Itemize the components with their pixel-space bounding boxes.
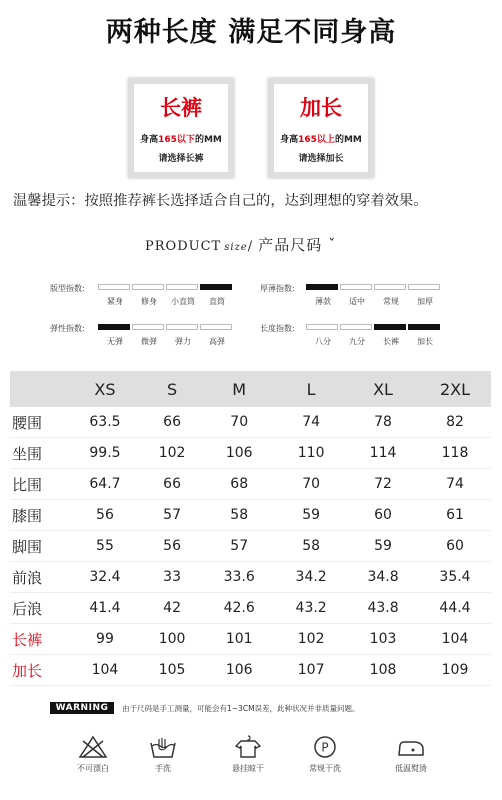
table-row: [10, 500, 491, 531]
table-row: [10, 531, 491, 562]
thickness-segment: [340, 284, 372, 290]
table-cell: 72: [347, 469, 419, 500]
table-cell: 44.4: [419, 593, 491, 624]
size-header-cell: S: [141, 371, 203, 407]
table-cell: 34.8: [347, 562, 419, 593]
size-header-cell: [10, 371, 69, 407]
elasticity-segment: [132, 324, 164, 330]
fit-option-label: 直筒: [209, 297, 225, 306]
thickness-segment: [374, 284, 406, 290]
table-cell: 59: [275, 500, 347, 531]
table-row: [10, 469, 491, 500]
size-header-cell: XS: [69, 371, 141, 407]
length-option-label: 加长: [417, 337, 433, 346]
size-table-header: [10, 371, 491, 407]
card-height-line: 身高165以上的MM: [280, 135, 362, 145]
thickness-option-label: 适中: [349, 297, 365, 306]
table-cell: 57: [141, 500, 203, 531]
card-extra-length: [268, 78, 374, 178]
no-bleach-icon: [78, 735, 108, 759]
fit-segment: [200, 284, 232, 290]
table-cell: 114: [347, 438, 419, 469]
length-segment: [408, 324, 440, 330]
size-header-cell: L: [275, 371, 347, 407]
table-cell: 74: [419, 469, 491, 500]
card-advice: 请选择长裤: [158, 154, 204, 164]
table-row: [10, 407, 491, 438]
fit-option-label: 小直筒: [171, 297, 195, 306]
care-label: 悬挂晾干: [232, 764, 264, 773]
table-cell: 100: [141, 624, 203, 655]
length-option-label: 八分: [315, 337, 331, 346]
elasticity-option-label: 微弹: [141, 337, 157, 346]
warning-text: 由于尺码是手工测量，可能会有1~3CM误差，此种状况并非质量问题。: [122, 704, 360, 713]
care-hang-dry: [218, 735, 278, 774]
length-option-label: 长裤: [383, 337, 399, 346]
hand-wash-icon: [148, 735, 178, 759]
length-index-label: 长度指数:: [260, 324, 295, 333]
elasticity-option-label: 无弹: [107, 337, 123, 346]
table-cell: 82: [419, 407, 491, 438]
table-cell: 74: [275, 407, 347, 438]
table-row: [10, 438, 491, 469]
length-segment: [306, 324, 338, 330]
table-row: [10, 624, 491, 655]
table-cell: 107: [275, 655, 347, 686]
table-cell: 35.4: [419, 562, 491, 593]
table-cell: 78: [347, 407, 419, 438]
elasticity-index: [98, 324, 234, 347]
table-cell: 70: [203, 407, 275, 438]
table-cell: 42.6: [203, 593, 275, 624]
table-cell: 102: [141, 438, 203, 469]
table-cell: 99.5: [69, 438, 141, 469]
length-segment: [340, 324, 372, 330]
row-label: 加长: [10, 655, 69, 686]
thickness-segment: [408, 284, 440, 290]
thickness-index: [306, 284, 442, 307]
table-cell: 104: [69, 655, 141, 686]
row-label: 长裤: [10, 624, 69, 655]
table-cell: 99: [69, 624, 141, 655]
table-cell: 42: [141, 593, 203, 624]
fit-index-label: 版型指数:: [50, 284, 85, 293]
page-title: 两种长度 满足不同身高: [105, 17, 397, 48]
elasticity-option-label: 弹力: [175, 337, 191, 346]
table-cell: 66: [141, 407, 203, 438]
table-cell: 110: [275, 438, 347, 469]
elasticity-segment: [166, 324, 198, 330]
row-label: 后浪: [10, 593, 69, 624]
warning-badge: WARNING: [50, 702, 114, 714]
thickness-option-label: 加厚: [417, 297, 433, 306]
fit-index: [98, 284, 234, 307]
fit-option-label: 修身: [141, 297, 157, 306]
table-cell: 56: [141, 531, 203, 562]
thickness-option-label: 常规: [383, 297, 399, 306]
elasticity-segment: [98, 324, 130, 330]
hang-dry-icon: [233, 735, 263, 759]
table-cell: 57: [203, 531, 275, 562]
length-option-label: 九分: [349, 337, 365, 346]
table-cell: 61: [419, 500, 491, 531]
elasticity-index-label: 弹性指数:: [50, 324, 85, 333]
row-label: 腰围: [10, 407, 69, 438]
row-label: 脚围: [10, 531, 69, 562]
size-header-cell: 2XL: [419, 371, 491, 407]
length-index: [306, 324, 442, 347]
size-header-cell: XL: [347, 371, 419, 407]
care-hand-wash: [133, 735, 193, 774]
table-cell: 60: [419, 531, 491, 562]
card-title: 加长: [300, 96, 342, 120]
row-label: 比围: [10, 469, 69, 500]
table-cell: 70: [275, 469, 347, 500]
tip-text: 温馨提示：按照推荐裤长选择适合自己的，达到理想的穿着效果。: [13, 193, 428, 209]
care-no-bleach: [63, 735, 123, 774]
fit-segment: [166, 284, 198, 290]
size-table: [10, 371, 491, 686]
table-cell: 105: [141, 655, 203, 686]
elasticity-option-label: 高弹: [209, 337, 225, 346]
table-cell: 101: [203, 624, 275, 655]
care-label: 低温熨烫: [395, 764, 427, 773]
fit-segment: [98, 284, 130, 290]
table-cell: 33: [141, 562, 203, 593]
card-advice: 请选择加长: [298, 154, 344, 164]
table-cell: 55: [69, 531, 141, 562]
care-label: 手洗: [155, 764, 171, 773]
low-iron-icon: [396, 735, 426, 759]
table-cell: 43.8: [347, 593, 419, 624]
card-regular-length: [128, 78, 234, 178]
table-row: [10, 655, 491, 686]
table-cell: 108: [347, 655, 419, 686]
svg-text:P: P: [321, 740, 329, 755]
table-cell: 58: [203, 500, 275, 531]
table-cell: 64.7: [69, 469, 141, 500]
table-cell: 109: [419, 655, 491, 686]
care-label: 常规干洗: [309, 764, 341, 773]
size-header-cell: M: [203, 371, 275, 407]
length-segment: [374, 324, 406, 330]
table-cell: 59: [347, 531, 419, 562]
thickness-segment: [306, 284, 338, 290]
care-dry-clean: [295, 735, 355, 774]
table-cell: 43.2: [275, 593, 347, 624]
table-cell: 104: [419, 624, 491, 655]
table-cell: 33.6: [203, 562, 275, 593]
table-cell: 41.4: [69, 593, 141, 624]
table-cell: 56: [69, 500, 141, 531]
product-size-heading: PRODUCT size/ 产品尺码 ˇ: [145, 236, 337, 254]
elasticity-segment: [200, 324, 232, 330]
fit-option-label: 紧身: [107, 297, 123, 306]
row-label: 坐围: [10, 438, 69, 469]
row-label: 膝围: [10, 500, 69, 531]
table-cell: 60: [347, 500, 419, 531]
thickness-index-label: 厚薄指数:: [260, 284, 295, 293]
table-row: [10, 593, 491, 624]
table-cell: 66: [141, 469, 203, 500]
table-cell: 103: [347, 624, 419, 655]
table-cell: 102: [275, 624, 347, 655]
care-low-iron: [381, 735, 441, 774]
table-cell: 118: [419, 438, 491, 469]
thickness-option-label: 薄款: [315, 297, 331, 306]
fit-segment: [132, 284, 164, 290]
row-label: 前浪: [10, 562, 69, 593]
table-cell: 34.2: [275, 562, 347, 593]
card-height-line: 身高165以下的MM: [140, 135, 222, 145]
card-title: 长裤: [160, 96, 202, 120]
table-cell: 63.5: [69, 407, 141, 438]
table-cell: 106: [203, 438, 275, 469]
table-cell: 68: [203, 469, 275, 500]
table-row: [10, 562, 491, 593]
table-cell: 106: [203, 655, 275, 686]
table-cell: 32.4: [69, 562, 141, 593]
dry-clean-icon: [310, 735, 340, 759]
table-cell: 58: [275, 531, 347, 562]
care-label: 不可漂白: [77, 764, 109, 773]
